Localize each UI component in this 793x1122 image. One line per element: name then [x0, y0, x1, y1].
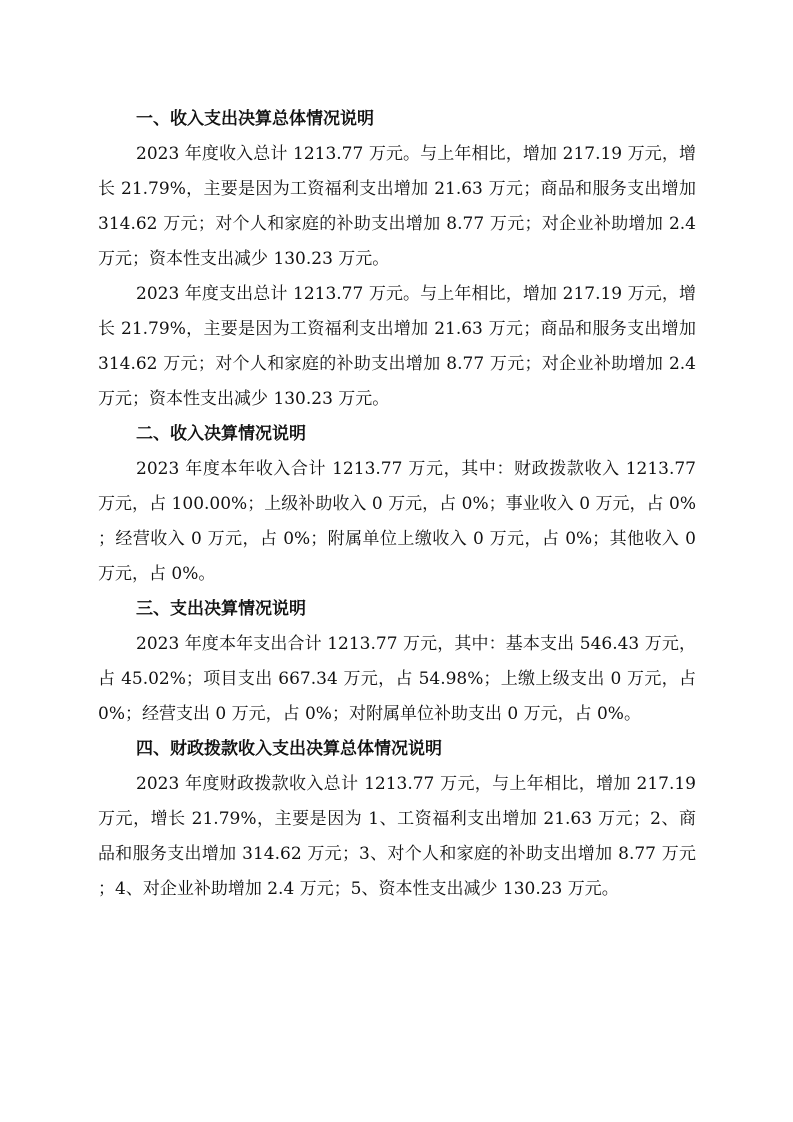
section-heading-3: 三、支出决算情况说明: [136, 599, 306, 619]
section-1-paragraph-1: 2023 年度收入总计 1213.77 万元。与上年相比，增加 217.19 万元，增长 21.79%，主要是因为工资福利支出增加 21.63 万元；商品和服务支出增加 314.62 万元；对个人和家庭的补助支出增加 8.77 万元；对企业补助增加 2.4 万元；资本性支出减少 130.23 万元。: [98, 144, 696, 269]
section-1-paragraph-2: 2023 年度支出总计 1213.77 万元。与上年相比，增加 217.19 万元，增长 21.79%，主要是因为工资福利支出增加 21.63 万元；商品和服务支出增加 314.62 万元；对个人和家庭的补助支出增加 8.77 万元；对企业补助增加 2.4 万元；资本性支出减少 130.23 万元。: [98, 284, 696, 409]
section-4-paragraph-1: 2023 年度财政拨款收入总计 1213.77 万元，与上年相比，增加 217.19 万元，增长 21.79%，主要是因为 1、工资福利支出增加 21.63 万元；2、商品和服务支出增加 314.62 万元；3、对个人和家庭的补助支出增加 8.77 万元；4、对企业补助增加 2.4 万元；5、资本性支出减少 130.23 万元。: [98, 774, 696, 899]
section-heading-1: 一、收入支出决算总体情况说明: [136, 109, 374, 129]
section-2-paragraph-1: 2023 年度本年收入合计 1213.77 万元，其中：财政拨款收入 1213.77 万元，占 100.00%；上级补助收入 0 万元，占 0%；事业收入 0 万元，占 0%；经营收入 0 万元，占 0%；附属单位上缴收入 0 万元，占 0%；其他收入 0 万元，占 0%。: [98, 459, 696, 584]
document-body: [98, 102, 696, 907]
section-heading-2: 二、收入决算情况说明: [136, 424, 306, 444]
section-3-paragraph-1: 2023 年度本年支出合计 1213.77 万元，其中：基本支出 546.43 万元，占 45.02%；项目支出 667.34 万元，占 54.98%；上缴上级支出 0 万元，占 0%；经营支出 0 万元，占 0%；对附属单位补助支出 0 万元，占 0%。: [98, 634, 696, 724]
section-heading-4: 四、财政拨款收入支出决算总体情况说明: [136, 739, 442, 759]
